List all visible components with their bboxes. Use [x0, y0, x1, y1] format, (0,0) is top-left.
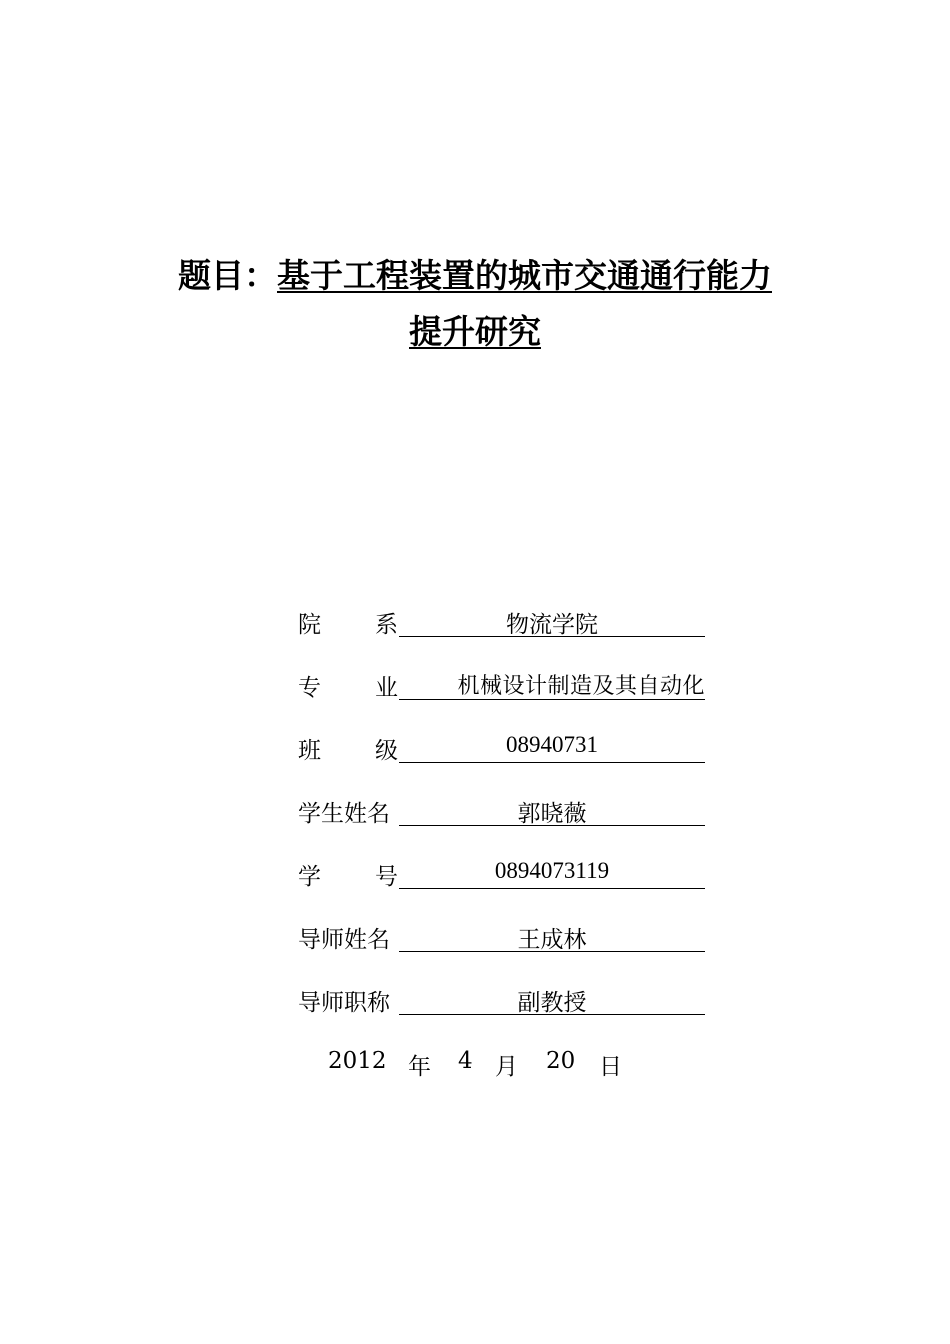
student-name-value: 郭晓薇	[399, 795, 705, 826]
date-day: 20	[546, 1048, 576, 1074]
title-line-2	[0, 304, 950, 360]
field-student-id	[298, 850, 708, 890]
date-month-unit: 月	[495, 1054, 518, 1080]
field-student-name	[298, 787, 708, 827]
date-month: 4	[458, 1048, 473, 1074]
field-major	[298, 661, 708, 701]
advisor-title-value: 副教授	[399, 984, 705, 1015]
title-line-1	[0, 248, 950, 304]
title-text-line-2: 提升研究	[409, 312, 541, 351]
class-value: 08940731	[399, 732, 705, 763]
date-year: 2012	[328, 1048, 387, 1074]
department-label: 院 系	[298, 612, 398, 638]
field-department	[298, 598, 708, 638]
class-label: 班 级	[298, 738, 398, 764]
student-id-value: 0894073119	[399, 858, 705, 889]
student-id-label: 学 号	[298, 864, 398, 890]
advisor-name-value: 王成林	[399, 921, 705, 952]
student-name-label: 学生姓名	[298, 801, 390, 827]
advisor-title-label: 导师职称	[298, 990, 390, 1016]
date-year-unit: 年	[408, 1054, 431, 1080]
title-text-line-1: 基于工程装置的城市交通通行能力	[277, 256, 772, 295]
department-value: 物流学院	[399, 606, 705, 637]
advisor-name-label: 导师姓名	[298, 927, 390, 953]
thesis-title	[0, 248, 950, 360]
field-advisor-title	[298, 976, 708, 1016]
field-class	[298, 724, 708, 764]
major-label: 专 业	[298, 675, 398, 701]
title-prefix: 题目：	[178, 256, 277, 295]
date-day-unit: 日	[599, 1054, 622, 1080]
field-advisor-name	[298, 913, 708, 953]
major-value: 机械设计制造及其自动化	[399, 669, 705, 700]
